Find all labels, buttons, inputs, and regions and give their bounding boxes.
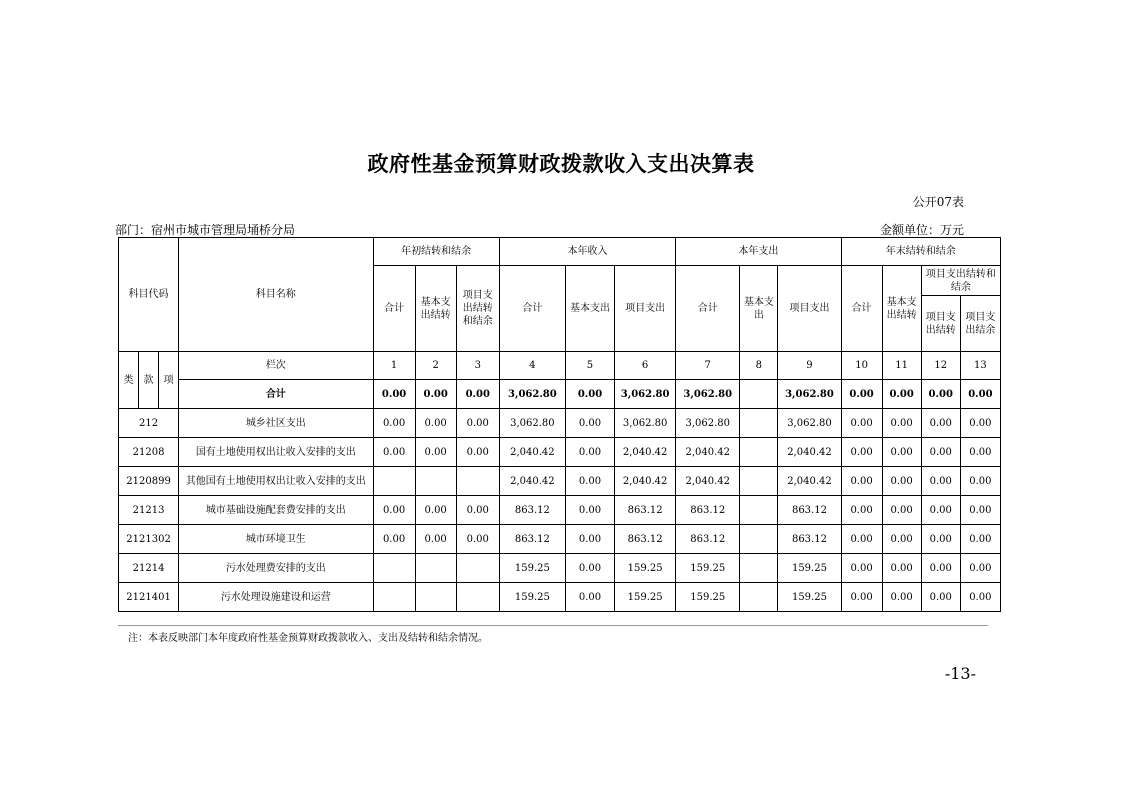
- row-name: 污水处理费安排的支出: [179, 554, 373, 583]
- row-value: 2,040.42: [778, 467, 841, 496]
- header-opening: 年初结转和结余: [373, 238, 499, 266]
- header-income-total: 合计: [499, 266, 565, 352]
- row-value: 2,040.42: [676, 438, 740, 467]
- table-row: [119, 496, 1001, 525]
- row-value: 0.00: [882, 438, 921, 467]
- row-value: 0.00: [921, 438, 960, 467]
- row-name: 城市环境卫生: [179, 525, 373, 554]
- row-value: 0.00: [882, 525, 921, 554]
- row-value: 0.00: [373, 525, 415, 554]
- row-value: 159.25: [676, 554, 740, 583]
- total-label: 合计: [179, 380, 373, 409]
- header-expense: 本年支出: [676, 238, 841, 266]
- row-value: 0.00: [841, 496, 882, 525]
- row-value: 0.00: [882, 583, 921, 612]
- row-value: 0.00: [565, 525, 614, 554]
- col-number: 9: [778, 352, 841, 380]
- table-row: [119, 525, 1001, 554]
- total-value: [740, 380, 778, 409]
- row-name: 国有土地使用权出让收入安排的支出: [179, 438, 373, 467]
- total-value: 0.00: [415, 380, 456, 409]
- total-row: [119, 380, 1001, 409]
- row-value: [456, 583, 499, 612]
- page-number: -13-: [944, 664, 976, 683]
- row-value: 159.25: [778, 554, 841, 583]
- col-number: 6: [615, 352, 676, 380]
- row-code: 212: [119, 409, 179, 438]
- row-value: 0.00: [882, 409, 921, 438]
- col-number: 1: [373, 352, 415, 380]
- row-name: 污水处理设施建设和运营: [179, 583, 373, 612]
- row-code: 2120899: [119, 467, 179, 496]
- row-value: 0.00: [921, 467, 960, 496]
- row-value: 2,040.42: [778, 438, 841, 467]
- table-row: [119, 583, 1001, 612]
- row-value: 0.00: [921, 496, 960, 525]
- header-xiang: 项: [159, 352, 179, 409]
- total-value: 3,062.80: [499, 380, 565, 409]
- header-code: 科目代码: [119, 238, 179, 352]
- header-expense-total: 合计: [676, 266, 740, 352]
- row-value: 863.12: [615, 525, 676, 554]
- header-expense-basic: 基本支出: [740, 266, 778, 352]
- row-value: 0.00: [456, 496, 499, 525]
- row-value: 2,040.42: [499, 467, 565, 496]
- row-value: 2,040.42: [615, 438, 676, 467]
- row-value: 0.00: [841, 583, 882, 612]
- row-value: [740, 525, 778, 554]
- header-closing-total: 合计: [841, 266, 882, 352]
- col-number: 5: [565, 352, 614, 380]
- row-value: 0.00: [882, 554, 921, 583]
- row-value: [740, 496, 778, 525]
- row-value: 0.00: [456, 525, 499, 554]
- row-name: 城乡社区支出: [179, 409, 373, 438]
- header-name: 科目名称: [179, 238, 373, 352]
- row-value: [373, 467, 415, 496]
- row-name: 城市基础设施配套费安排的支出: [179, 496, 373, 525]
- row-name: 其他国有土地使用权出让收入安排的支出: [179, 467, 373, 496]
- header-closing-project-carry: 项目支出结转: [921, 296, 960, 352]
- table-row: [119, 409, 1001, 438]
- department-label: 部门：宿州市城市管理局埇桥分局: [115, 223, 296, 237]
- row-value: 0.00: [415, 409, 456, 438]
- total-value: 0.00: [921, 380, 960, 409]
- row-value: 0.00: [882, 467, 921, 496]
- row-value: [740, 554, 778, 583]
- row-value: 0.00: [921, 583, 960, 612]
- header-income-project: 项目支出: [615, 266, 676, 352]
- header-opening-basic: 基本支出结转: [415, 266, 456, 352]
- row-value: 0.00: [921, 525, 960, 554]
- unit-label: 金额单位：万元: [879, 223, 964, 237]
- row-value: [740, 438, 778, 467]
- table-row: [119, 438, 1001, 467]
- col-number: 11: [882, 352, 921, 380]
- row-value: 863.12: [778, 525, 841, 554]
- row-value: 0.00: [565, 438, 614, 467]
- page-title: 政府性基金预算财政拨款收入支出决算表: [367, 151, 755, 176]
- row-value: 0.00: [415, 438, 456, 467]
- row-value: 0.00: [841, 525, 882, 554]
- row-value: 2,040.42: [615, 467, 676, 496]
- row-value: 0.00: [415, 496, 456, 525]
- header-opening-project: 项目支出结转和结余: [456, 266, 499, 352]
- form-number: 公开07表: [912, 195, 964, 209]
- row-code: 21214: [119, 554, 179, 583]
- row-value: 863.12: [615, 496, 676, 525]
- row-value: 863.12: [499, 525, 565, 554]
- header-income: 本年收入: [499, 238, 675, 266]
- col-number: 2: [415, 352, 456, 380]
- row-value: 3,062.80: [676, 409, 740, 438]
- row-value: 0.00: [841, 438, 882, 467]
- header-expense-project: 项目支出: [778, 266, 841, 352]
- row-value: 3,062.80: [615, 409, 676, 438]
- total-value: 0.00: [960, 380, 1000, 409]
- row-value: 159.25: [499, 554, 565, 583]
- row-code: 2121302: [119, 525, 179, 554]
- header-lei: 类: [119, 352, 139, 409]
- row-value: 0.00: [960, 467, 1000, 496]
- row-value: 0.00: [456, 409, 499, 438]
- row-value: 0.00: [456, 438, 499, 467]
- row-value: 159.25: [499, 583, 565, 612]
- total-value: 0.00: [373, 380, 415, 409]
- header-closing-basic: 基本支出结转: [882, 266, 921, 352]
- row-value: 0.00: [960, 438, 1000, 467]
- col-number: 7: [676, 352, 740, 380]
- header-lanci: 栏次: [179, 352, 373, 380]
- row-value: 0.00: [960, 409, 1000, 438]
- row-value: 0.00: [960, 525, 1000, 554]
- table-row: [119, 554, 1001, 583]
- row-value: 159.25: [778, 583, 841, 612]
- budget-table: [118, 237, 1001, 612]
- row-value: 0.00: [960, 554, 1000, 583]
- total-value: 3,062.80: [778, 380, 841, 409]
- row-value: 2,040.42: [676, 467, 740, 496]
- header-opening-total: 合计: [373, 266, 415, 352]
- note-divider: [118, 625, 988, 626]
- row-value: [456, 554, 499, 583]
- row-value: 0.00: [565, 554, 614, 583]
- total-value: 3,062.80: [676, 380, 740, 409]
- row-value: [456, 467, 499, 496]
- row-value: 0.00: [565, 409, 614, 438]
- row-value: 0.00: [841, 409, 882, 438]
- row-value: 159.25: [615, 583, 676, 612]
- row-value: [373, 554, 415, 583]
- row-value: 0.00: [921, 554, 960, 583]
- total-value: 0.00: [841, 380, 882, 409]
- row-value: [373, 583, 415, 612]
- table-row: [119, 467, 1001, 496]
- row-value: [415, 467, 456, 496]
- row-value: 863.12: [499, 496, 565, 525]
- row-value: 3,062.80: [499, 409, 565, 438]
- total-value: 0.00: [456, 380, 499, 409]
- row-value: 0.00: [373, 496, 415, 525]
- row-value: 863.12: [778, 496, 841, 525]
- row-value: 159.25: [676, 583, 740, 612]
- row-value: 159.25: [615, 554, 676, 583]
- col-number: 10: [841, 352, 882, 380]
- col-number: 12: [921, 352, 960, 380]
- row-value: 0.00: [415, 525, 456, 554]
- col-number: 3: [456, 352, 499, 380]
- row-code: 21213: [119, 496, 179, 525]
- row-value: 0.00: [841, 554, 882, 583]
- col-number: 13: [960, 352, 1000, 380]
- row-code: 21208: [119, 438, 179, 467]
- row-value: 863.12: [676, 525, 740, 554]
- col-number: 4: [499, 352, 565, 380]
- row-value: [740, 409, 778, 438]
- row-value: 0.00: [882, 496, 921, 525]
- row-value: 863.12: [676, 496, 740, 525]
- row-code: 2121401: [119, 583, 179, 612]
- total-value: 0.00: [882, 380, 921, 409]
- col-number: 8: [740, 352, 778, 380]
- header-income-basic: 基本支出: [565, 266, 614, 352]
- total-value: 0.00: [565, 380, 614, 409]
- row-value: 2,040.42: [499, 438, 565, 467]
- row-value: 0.00: [373, 438, 415, 467]
- row-value: 0.00: [373, 409, 415, 438]
- row-value: [415, 583, 456, 612]
- header-closing: 年末结转和结余: [841, 238, 1000, 266]
- header-kuan: 款: [139, 352, 159, 409]
- row-value: [740, 467, 778, 496]
- row-value: 0.00: [565, 496, 614, 525]
- row-value: [415, 554, 456, 583]
- header-closing-project-balance: 项目支出结余: [960, 296, 1000, 352]
- row-value: 0.00: [565, 583, 614, 612]
- row-value: 0.00: [960, 496, 1000, 525]
- row-value: 0.00: [960, 583, 1000, 612]
- row-value: 3,062.80: [778, 409, 841, 438]
- total-value: 3,062.80: [615, 380, 676, 409]
- header-closing-project: 项目支出结转和结余: [921, 266, 1000, 296]
- row-value: 0.00: [921, 409, 960, 438]
- table-note: 注：本表反映部门本年度政府性基金预算财政拨款收入、支出及结转和结余情况。: [128, 633, 488, 644]
- row-value: [740, 583, 778, 612]
- row-value: 0.00: [841, 467, 882, 496]
- row-value: 0.00: [565, 467, 614, 496]
